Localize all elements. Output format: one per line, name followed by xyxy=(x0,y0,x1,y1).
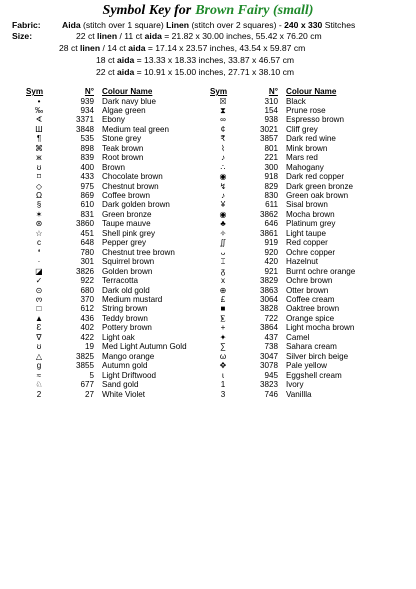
symbol-cell: ϲ xyxy=(36,238,42,248)
colour-name-cell: Taupe mauve xyxy=(102,219,151,229)
dmc-number-cell: 921 xyxy=(264,266,278,276)
colour-name-cell: Brown xyxy=(102,162,125,172)
colour-name-cell: Hazelnut xyxy=(286,257,318,267)
colour-name-cell: Cliff grey xyxy=(286,124,318,134)
colour-name-cell: Chocolate brown xyxy=(102,172,163,182)
key-row xyxy=(26,323,232,332)
colour-name-cell: Green oak brown xyxy=(286,191,349,201)
key-row xyxy=(210,182,416,191)
key-row xyxy=(26,342,232,351)
dmc-number-cell: 420 xyxy=(264,257,278,267)
colour-name-cell: Dark navy blue xyxy=(102,96,156,106)
dmc-number-cell: 829 xyxy=(264,181,278,191)
key-row xyxy=(210,257,416,266)
key-row xyxy=(210,115,416,124)
colour-name-cell: Autumn gold xyxy=(102,361,148,371)
colour-name-cell: Teak brown xyxy=(102,143,144,153)
colour-name-cell: Stone grey xyxy=(102,134,142,144)
dmc-number-cell: 780 xyxy=(80,247,94,257)
key-row xyxy=(210,323,416,332)
header-sym: Sym xyxy=(26,87,44,97)
colour-name-cell: Sisal brown xyxy=(286,200,328,210)
colour-name-cell: Green bronze xyxy=(102,209,152,219)
colour-name-cell: Ivory xyxy=(286,380,304,390)
key-row xyxy=(26,295,232,304)
header-sym: Sym xyxy=(210,87,228,97)
dmc-number-cell: 3826 xyxy=(75,266,94,276)
symbol-cell: ⊛ xyxy=(35,219,43,229)
dmc-number-cell: 945 xyxy=(264,370,278,380)
colour-name-cell: Espresso brown xyxy=(286,115,345,125)
symbol-cell: ⊙ xyxy=(35,285,43,295)
colour-name-cell: Pale yellow xyxy=(286,361,327,371)
colour-name-cell: Coffee cream xyxy=(286,295,335,305)
colour-name-cell: Vanillla xyxy=(286,389,312,399)
colour-name-cell: Med Light Autumn Gold xyxy=(102,342,187,352)
symbol-cell: ♘ xyxy=(35,380,43,390)
dmc-number-cell: 680 xyxy=(80,285,94,295)
key-row xyxy=(210,352,416,361)
symbol-cell: ◉ xyxy=(219,172,227,182)
size-line-3 xyxy=(96,67,294,77)
symbol-cell: ◇ xyxy=(35,181,43,191)
size-dims: = 21.82 x 30.00 inches, 55.42 x 76.20 cm xyxy=(164,31,322,41)
dmc-number-cell: 3855 xyxy=(75,361,94,371)
symbol-cell: ♣ xyxy=(220,219,226,229)
dmc-number-cell: 301 xyxy=(80,257,94,267)
symbol-cell: ◪ xyxy=(35,266,43,276)
key-row xyxy=(210,163,416,172)
key-row xyxy=(26,352,232,361)
dmc-number-cell: 370 xyxy=(80,295,94,305)
dmc-number-cell: 5 xyxy=(89,370,94,380)
symbol-cell: ⌑ xyxy=(36,172,42,182)
dmc-number-cell: 437 xyxy=(264,332,278,342)
symbol-cell: ∑ xyxy=(220,342,226,352)
colour-name-cell: Camel xyxy=(286,332,310,342)
dmc-number-cell: 677 xyxy=(80,380,94,390)
size-aida: aida xyxy=(117,67,135,77)
colour-name-cell: Dark red copper xyxy=(286,172,345,182)
size-sep: / 11 ct xyxy=(119,31,143,41)
key-row xyxy=(26,191,232,200)
colour-name-cell: Dark golden brown xyxy=(102,200,170,210)
key-header-row xyxy=(210,87,416,97)
key-row xyxy=(26,106,232,115)
size-aida: aida xyxy=(128,43,146,53)
colour-name-cell: White Violet xyxy=(102,389,146,399)
dmc-number-cell: 433 xyxy=(80,172,94,182)
symbol-cell: ❛ xyxy=(37,247,41,257)
symbol-cell: ✦ xyxy=(219,332,227,342)
symbol-cell: ᵹ xyxy=(220,266,226,276)
key-row xyxy=(210,238,416,247)
header-num: N° xyxy=(84,87,94,97)
colour-name-cell: Shell pink grey xyxy=(102,228,156,238)
dmc-number-cell: 3078 xyxy=(259,361,278,371)
key-row xyxy=(210,295,416,304)
dmc-number-cell: 918 xyxy=(264,172,278,182)
colour-name-cell: Chestnut tree brown xyxy=(102,247,175,257)
key-row xyxy=(26,238,232,247)
colour-name-cell: Sand gold xyxy=(102,380,139,390)
dmc-number-cell: 3828 xyxy=(259,304,278,314)
symbol-cell: ∬ xyxy=(219,238,227,248)
symbol-cell: § xyxy=(36,200,42,210)
dmc-number-cell: 154 xyxy=(264,105,278,115)
colour-name-cell: Coffee brown xyxy=(102,191,150,201)
symbol-cell: ∢ xyxy=(35,115,43,125)
key-row xyxy=(210,200,416,209)
size-line-0 xyxy=(12,31,322,41)
dmc-number-cell: 3371 xyxy=(75,115,94,125)
key-row xyxy=(26,144,232,153)
symbol-cell: ⌇ xyxy=(221,143,225,153)
colour-name-cell: Platinum grey xyxy=(286,219,336,229)
dmc-number-cell: 436 xyxy=(80,313,94,323)
symbol-cell: ж xyxy=(36,153,42,163)
symbol-cell: ♪ xyxy=(220,191,226,201)
fabric-linen: Linen xyxy=(166,20,190,30)
size-linen: linen xyxy=(80,43,101,53)
size-dims: = 17.14 x 23.57 inches, 43.54 x 59.87 cm xyxy=(147,43,306,53)
fabric-aida-note: (stitch over 1 square) xyxy=(83,20,164,30)
symbol-cell: ⧗ xyxy=(220,105,226,115)
colour-name-cell: Light oak xyxy=(102,332,135,342)
symbol-cell: Ш xyxy=(35,124,43,134)
key-row xyxy=(210,125,416,134)
stitches-label: Stitches xyxy=(324,20,356,30)
dmc-number-cell: 919 xyxy=(264,238,278,248)
symbol-cell: + xyxy=(220,323,226,333)
fabric-line xyxy=(12,20,355,30)
key-row xyxy=(210,153,416,162)
symbol-cell: ⊕ xyxy=(219,285,227,295)
key-row xyxy=(26,276,232,285)
colour-name-cell: Golden brown xyxy=(102,266,153,276)
symbol-cell: ¥ xyxy=(220,200,226,210)
size-linen: linen xyxy=(97,31,118,41)
dmc-number-cell: 648 xyxy=(80,238,94,248)
symbol-cell: ‰ xyxy=(34,105,44,115)
colour-name-cell: Red copper xyxy=(286,238,328,248)
key-row xyxy=(210,304,416,313)
colour-name-cell: Mocha brown xyxy=(286,209,335,219)
size-sep: / 14 ct xyxy=(102,43,126,53)
size-count: 18 ct xyxy=(96,55,115,65)
symbol-cell: ∴ xyxy=(220,162,226,172)
symbol-cell: ◉ xyxy=(219,209,227,219)
key-row xyxy=(210,267,416,276)
size-line-1 xyxy=(59,43,305,53)
colour-name-cell: Dark red wine xyxy=(286,134,336,144)
key-row xyxy=(26,304,232,313)
key-row xyxy=(210,248,416,257)
dmc-number-cell: 3825 xyxy=(75,351,94,361)
key-row xyxy=(26,380,232,389)
dmc-number-cell: 27 xyxy=(84,389,94,399)
dmc-number-cell: 310 xyxy=(264,96,278,106)
colour-name-cell: Terracotta xyxy=(102,276,138,286)
key-row xyxy=(210,172,416,181)
dmc-number-cell: 869 xyxy=(80,191,94,201)
colour-name-cell: Mink brown xyxy=(286,143,328,153)
key-row xyxy=(210,390,416,399)
fabric-linen-note: (stitch over 2 squares) - xyxy=(191,20,282,30)
colour-name-cell: Ebony xyxy=(102,115,125,125)
dmc-number-cell: 839 xyxy=(80,153,94,163)
dmc-number-cell: 611 xyxy=(265,200,278,210)
size-aida: aida xyxy=(117,55,135,65)
dmc-number-cell: 830 xyxy=(264,191,278,201)
symbol-cell: ≈ xyxy=(36,370,42,380)
key-row xyxy=(210,97,416,106)
stitch-count: 240 x 330 xyxy=(284,20,323,30)
key-row xyxy=(26,361,232,370)
key-row xyxy=(26,333,232,342)
dmc-number-cell: 3848 xyxy=(75,124,94,134)
symbol-cell: ✶ xyxy=(35,209,43,219)
key-row xyxy=(26,371,232,380)
colour-name-cell: Teddy brown xyxy=(102,313,148,323)
size-count: 22 ct xyxy=(96,67,115,77)
colour-name-cell: Light taupe xyxy=(286,228,327,238)
key-row xyxy=(210,210,416,219)
colour-name-cell: Light mocha brown xyxy=(286,323,355,333)
dmc-number-cell: 3861 xyxy=(259,228,278,238)
dmc-number-cell: 3860 xyxy=(75,219,94,229)
title-prefix: Symbol Key for xyxy=(102,3,192,18)
symbol-cell: ☒ xyxy=(219,96,227,106)
key-row xyxy=(210,191,416,200)
symbol-cell: ✧ xyxy=(219,228,227,238)
dmc-number-cell: 300 xyxy=(264,162,278,172)
symbol-cell: · xyxy=(37,257,41,267)
symbol-cell: □ xyxy=(36,304,42,314)
colour-name-cell: Sahara cream xyxy=(286,342,337,352)
symbol-cell: Ɛ xyxy=(36,323,42,333)
key-row xyxy=(26,115,232,124)
colour-name-cell: Dark old gold xyxy=(102,285,150,295)
key-row xyxy=(210,371,416,380)
symbol-cell: Ω xyxy=(35,191,43,201)
key-row xyxy=(26,153,232,162)
colour-name-cell: Burnt ochre orange xyxy=(286,266,356,276)
dmc-number-cell: 939 xyxy=(80,96,94,106)
symbol-cell: ʊ xyxy=(36,162,42,172)
key-row xyxy=(26,210,232,219)
dmc-number-cell: 801 xyxy=(264,143,278,153)
colour-name-cell: Black xyxy=(286,96,306,106)
colour-name-cell: Dark green bronze xyxy=(286,181,354,191)
header-num: N° xyxy=(268,87,278,97)
dmc-number-cell: 422 xyxy=(80,332,94,342)
key-row xyxy=(210,380,416,389)
symbol-cell: ¢ xyxy=(220,124,226,134)
colour-name-cell: Mars red xyxy=(286,153,318,163)
symbol-cell: ↯ xyxy=(219,181,227,191)
colour-name-cell: Orange spice xyxy=(286,313,335,323)
key-row xyxy=(26,229,232,238)
symbol-cell: ₹ xyxy=(220,134,226,144)
colour-name-cell: Pottery brown xyxy=(102,323,152,333)
key-row xyxy=(26,267,232,276)
dmc-number-cell: 934 xyxy=(80,105,94,115)
dmc-number-cell: 221 xyxy=(264,153,278,163)
key-row xyxy=(210,106,416,115)
symbol-cell: ო xyxy=(35,295,43,305)
symbol-cell: ⌘ xyxy=(34,143,44,153)
colour-name-cell: Light Driftwood xyxy=(102,370,156,380)
pattern-name: Brown Fairy (small) xyxy=(195,3,314,18)
key-row xyxy=(210,314,416,323)
key-row xyxy=(210,361,416,370)
colour-name-cell: Medium teal green xyxy=(102,124,170,134)
colour-name-cell: Algae green xyxy=(102,105,146,115)
dmc-number-cell: 738 xyxy=(264,342,278,352)
colour-name-cell: Mango orange xyxy=(102,351,155,361)
dmc-number-cell: 3857 xyxy=(259,134,278,144)
colour-name-cell: Medium mustard xyxy=(102,295,163,305)
symbol-cell: ☆ xyxy=(35,228,43,238)
symbol-cell: ▲ xyxy=(34,313,43,323)
dmc-number-cell: 3862 xyxy=(259,209,278,219)
colour-name-cell: Mahogany xyxy=(286,162,324,172)
symbol-cell: • xyxy=(37,96,41,106)
key-row xyxy=(26,390,232,399)
dmc-number-cell: 3064 xyxy=(259,295,278,305)
fabric-label: Fabric: xyxy=(12,20,41,30)
symbol-cell: ω xyxy=(219,351,227,361)
key-row xyxy=(26,314,232,323)
colour-name-cell: Silver birch beige xyxy=(286,351,349,361)
symbol-cell: △ xyxy=(35,351,43,361)
key-row xyxy=(26,248,232,257)
colour-name-cell: Root brown xyxy=(102,153,144,163)
colour-name-cell: Squirrel brown xyxy=(102,257,155,267)
dmc-number-cell: 400 xyxy=(80,162,94,172)
key-row xyxy=(210,342,416,351)
symbol-cell: ✥ xyxy=(219,361,227,371)
dmc-number-cell: 535 xyxy=(80,134,94,144)
symbol-cell: g xyxy=(36,361,42,371)
size-count: 22 ct xyxy=(76,31,95,41)
key-row xyxy=(210,229,416,238)
symbol-cell: ʊ xyxy=(36,342,42,352)
symbol-key-right xyxy=(210,87,416,399)
dmc-number-cell: 3823 xyxy=(259,380,278,390)
header-name: Colour Name xyxy=(286,87,337,97)
symbol-cell: ¶ xyxy=(36,134,42,144)
dmc-number-cell: 612 xyxy=(80,304,94,314)
key-row xyxy=(26,219,232,228)
key-row xyxy=(26,125,232,134)
key-row xyxy=(210,219,416,228)
symbol-cell: 1 xyxy=(220,380,226,390)
key-row xyxy=(26,257,232,266)
symbol-cell: x xyxy=(220,276,226,286)
key-row xyxy=(26,182,232,191)
size-label: Size: xyxy=(12,31,33,41)
dmc-number-cell: 938 xyxy=(264,115,278,125)
dmc-number-cell: 19 xyxy=(84,342,94,352)
key-row xyxy=(210,144,416,153)
colour-name-cell: Prune rose xyxy=(286,105,326,115)
dmc-number-cell: 402 xyxy=(80,323,94,333)
symbol-key-left xyxy=(26,87,232,399)
key-row xyxy=(26,286,232,295)
dmc-number-cell: 3047 xyxy=(259,351,278,361)
colour-name-cell: Pepper grey xyxy=(102,238,147,248)
dmc-number-cell: 451 xyxy=(80,228,94,238)
dmc-number-cell: 3864 xyxy=(259,323,278,333)
colour-name-cell: Chestnut brown xyxy=(102,181,159,191)
symbol-cell: ♪ xyxy=(220,153,226,163)
symbol-cell: ⌶ xyxy=(220,257,226,267)
key-row xyxy=(26,134,232,143)
symbol-cell: £ xyxy=(220,295,226,305)
header-name: Colour Name xyxy=(102,87,153,97)
key-row xyxy=(210,276,416,285)
key-row xyxy=(210,134,416,143)
colour-name-cell: Oaktree brown xyxy=(286,304,340,314)
colour-name-cell: Otter brown xyxy=(286,285,329,295)
symbol-cell: ∞ xyxy=(220,115,226,125)
dmc-number-cell: 3829 xyxy=(259,276,278,286)
page-title xyxy=(0,2,416,20)
symbol-cell: ■ xyxy=(220,304,226,314)
symbol-cell: ∇ xyxy=(36,332,42,342)
key-header-row xyxy=(26,87,232,97)
dmc-number-cell: 3021 xyxy=(259,124,278,134)
dmc-number-cell: 746 xyxy=(264,389,278,399)
dmc-number-cell: 831 xyxy=(80,209,94,219)
dmc-number-cell: 920 xyxy=(264,247,278,257)
dmc-number-cell: 898 xyxy=(80,143,94,153)
key-row xyxy=(26,200,232,209)
symbol-cell: ✓ xyxy=(35,276,43,286)
symbol-cell: 2 xyxy=(36,389,42,399)
size-dims: = 13.33 x 18.33 inches, 33.87 x 46.57 cm xyxy=(136,55,295,65)
key-row xyxy=(26,172,232,181)
colour-name-cell: Ochre copper xyxy=(286,247,336,257)
size-aida: aida xyxy=(144,31,162,41)
fabric-aida: Aida xyxy=(62,20,81,30)
colour-name-cell: String brown xyxy=(102,304,148,314)
dmc-number-cell: 722 xyxy=(264,313,278,323)
size-dims: = 10.91 x 15.00 inches, 27.71 x 38.10 cm xyxy=(136,67,295,77)
key-row xyxy=(26,97,232,106)
symbol-cell: ɩ xyxy=(222,370,224,380)
symbol-cell: ⨊ xyxy=(220,313,226,323)
colour-name-cell: Eggshell cream xyxy=(286,370,342,380)
key-row xyxy=(26,163,232,172)
key-row xyxy=(210,333,416,342)
dmc-number-cell: 3863 xyxy=(259,285,278,295)
dmc-number-cell: 975 xyxy=(80,181,94,191)
symbol-cell: ᴗ xyxy=(220,247,226,257)
colour-name-cell: Ochre brown xyxy=(286,276,333,286)
size-line-2 xyxy=(96,55,294,65)
key-row xyxy=(210,286,416,295)
dmc-number-cell: 646 xyxy=(264,219,278,229)
dmc-number-cell: 922 xyxy=(80,276,94,286)
dmc-number-cell: 610 xyxy=(80,200,94,210)
size-count: 28 ct xyxy=(59,43,78,53)
symbol-cell: 3 xyxy=(220,389,226,399)
